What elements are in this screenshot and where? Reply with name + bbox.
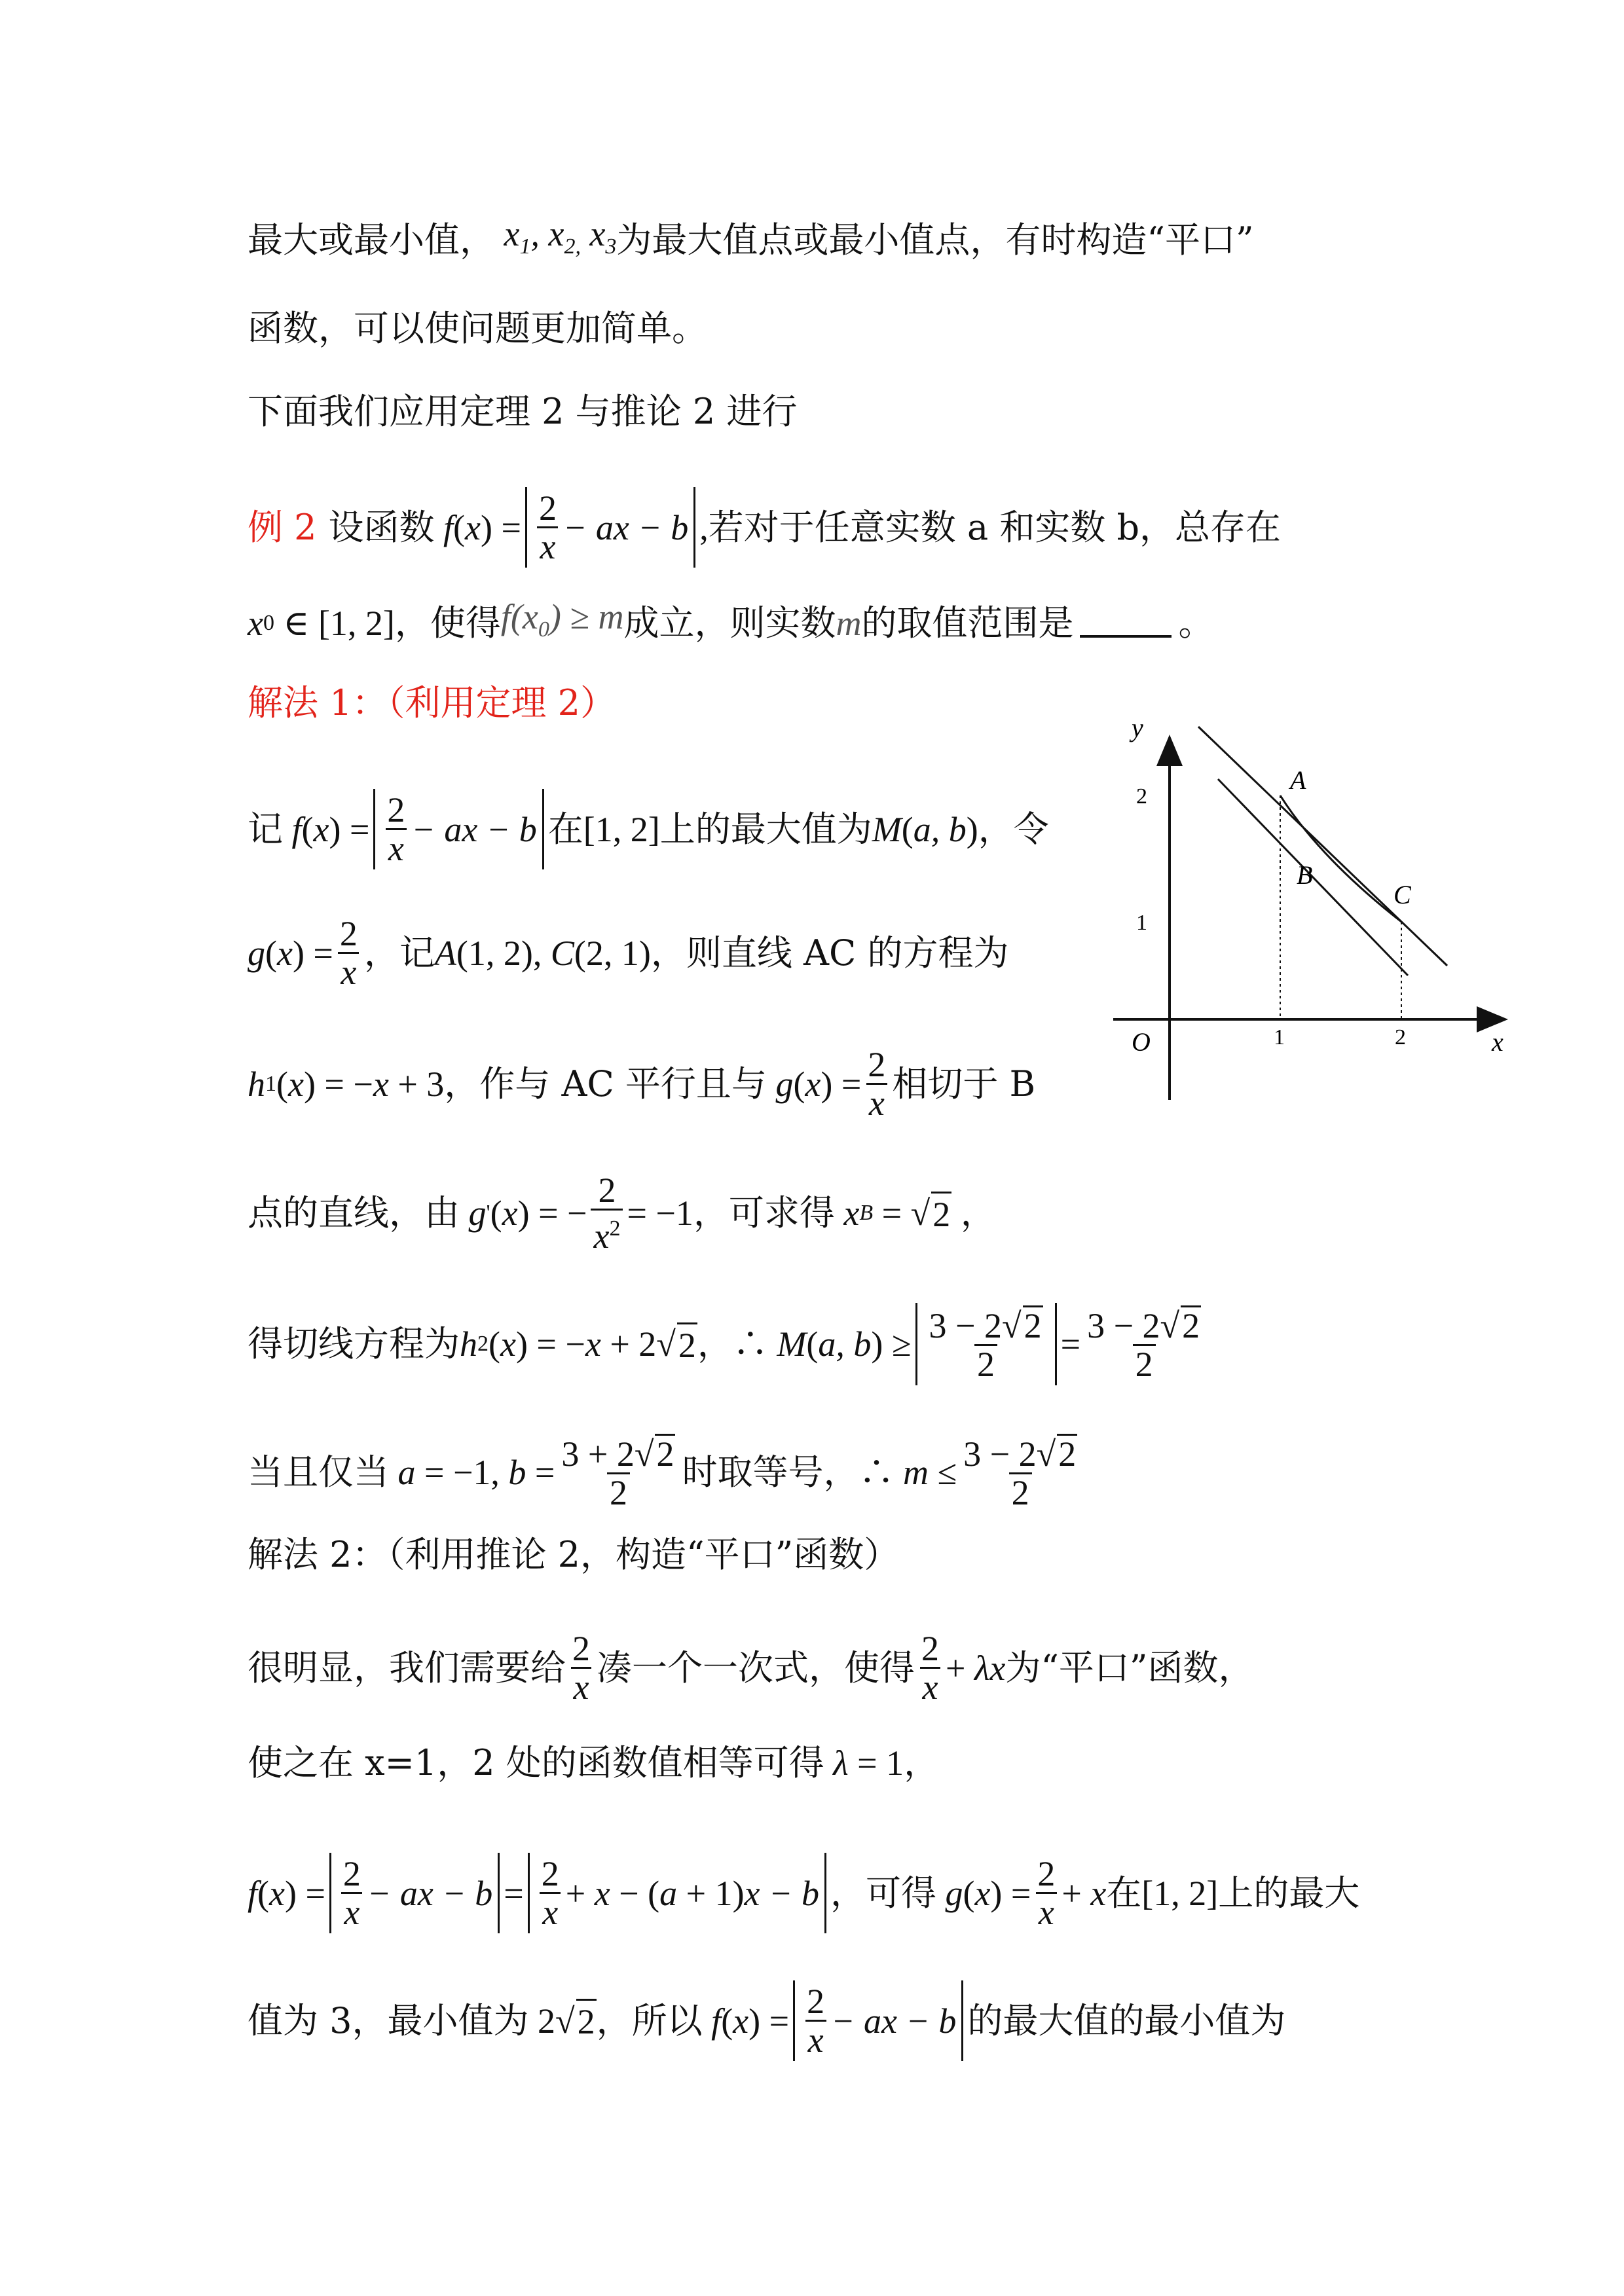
line-11: 得切线方程为 h 2 ( x ) = − x + 2√ 2 ，∴ M ( a, b ) ≥ $\frac{3 - 2√2}{2}$ = $\frac{3 - 2√2}{2}$ — [248, 1303, 1208, 1385]
tick-y-1: 1 — [1136, 911, 1147, 935]
line-17: 值为 3，最小值为 2√ 2 ，所以 f ( x ) = $\frac{2}{x}$ − ax − b 的最大值的最小值为 — [248, 1982, 1286, 2060]
line-1: 最大或最小值， $x_1$, $x_{2,}$ $x_3$ 为最大值点或最小值点，有时构造“平口” — [248, 213, 1254, 268]
line-16: f ( x ) = $\frac{2}{x}$ − ax − b = $\frac{2}{x}$ + x − ( a + 1) x − b ，可得 g ( x ) = $\frac{2}{x}$ + x 在 [1, 2] 上的最大 — [248, 1854, 1360, 1932]
point-C: C — [1393, 880, 1411, 909]
tick-y-2: 2 — [1136, 784, 1147, 809]
example-label: 例 2 — [248, 506, 317, 548]
origin-label: O — [1132, 1027, 1151, 1057]
axis-x-label: x — [1492, 1027, 1504, 1057]
math-fx: f — [434, 507, 454, 547]
graph-figure — [1100, 707, 1519, 1113]
line-14: 很明显，我们需要给 $\frac{2}{x}$ 凑一个一次式，使得 $\frac{2}{x}$ + λx 为“平口”函数， — [248, 1629, 1254, 1707]
math-fx0-ge-m: $f(x_0) \ge m$ — [500, 597, 624, 642]
line-3: 下面我们应用定理 2 与推论 2 进行 — [248, 391, 798, 432]
line-2: 函数，可以使问题更加简单。 — [248, 308, 707, 349]
tick-x-2: 2 — [1395, 1025, 1406, 1049]
solution-1-title: 解法 1：（利用定理 2） — [248, 682, 616, 723]
axis-y-label: y — [1132, 713, 1143, 742]
answer-blank — [1080, 609, 1172, 638]
line-h1 — [1198, 727, 1447, 966]
math-x1x2x3: $x_1$, $x_{2,}$ $x_3$ — [495, 214, 617, 259]
line-10: 点的直线，由 g ' ( x ) = − $\frac{2}{x^2}$ = −1 ，可求得 x B = √ 2 ， — [248, 1171, 996, 1256]
line-9: h 1 ( x ) = − x + 3， 作与 AC 平行且与 g ( x ) = $\frac{2}{x}$ 相切于 B — [248, 1045, 1036, 1123]
math-abs-expr: $\frac{2}{x}$ − ax − b — [525, 487, 695, 568]
point-B: B — [1297, 860, 1313, 890]
example-2-line: 例 2 设函数 f ( x ) = $\frac{2}{x}$ − ax − b , 若对于任意实数 a 和实数 b，总存在 — [248, 488, 1282, 566]
tick-x-1: 1 — [1274, 1025, 1285, 1049]
line-15: 使之在 x=1，2 处的函数值相等可得 λ = 1， — [248, 1742, 940, 1783]
line-12: 当且仅当 a = −1, b = $\frac{3 + 2√2}{2}$ 时取等号，∴ m ≤ $\frac{3 - 2√2}{2}$ — [248, 1434, 1077, 1512]
solution-2-title: 解法 2：（利用推论 2，构造“平口”函数） — [248, 1534, 900, 1575]
line-7: 记 f ( x ) = $\frac{2}{x}$ − ax − b 在 [1, 2] 上的最大值为 M ( a, b ) ，令 — [248, 790, 1049, 868]
line-8: g ( x ) = $\frac{2}{x}$ ， 记 A (1, 2), C (2, 1) ，则直线 AC 的方程为 — [248, 914, 1009, 992]
point-A: A — [1290, 765, 1306, 795]
line-h2 — [1218, 779, 1408, 975]
line-5: x 0 ∈ [1, 2]， 使得 $f(x_0) \ge m$ 成立，则实数 m 的取值范围是 。 — [248, 596, 1213, 651]
